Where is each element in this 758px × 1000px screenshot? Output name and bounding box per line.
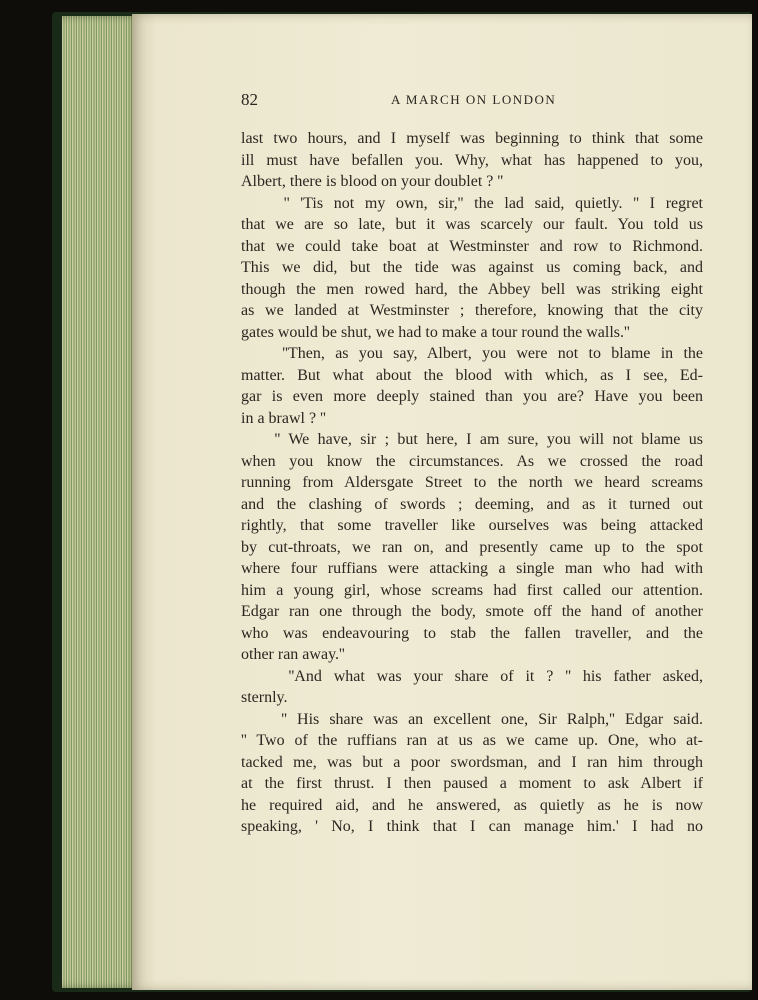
text-line: though the men rowed hard, the Abbey bell was striking eight — [241, 280, 703, 298]
text-line: sternly. — [241, 689, 288, 706]
text-line: rightly, that some traveller like ourselves was being attacked — [241, 517, 703, 534]
text-line: in a brawl ? '' — [241, 409, 326, 427]
text-line: that we could take boat at Westminster and row to Richmond. — [241, 237, 703, 255]
running-title: A MARCH ON LONDON — [391, 92, 557, 107]
text-line: ill must have befallen you. Why, what has happened to you, — [241, 151, 703, 169]
text-line: him a young girl, whose screams had first called our attention. — [241, 581, 703, 599]
text-line: tacked me, was but a poor swordsman, and I ran him through — [241, 753, 703, 771]
text-line: other ran away.'' — [241, 646, 345, 663]
text-line: running from Aldersgate Street to the north we heard screams — [241, 474, 703, 491]
text-line: when you know the circumstances. As we crossed the road — [241, 452, 703, 470]
text-line: matter. But what about the blood with which, as I see, Ed- — [241, 366, 703, 384]
text-line: that we are so late, but it was scarcely our fault. You told us — [241, 216, 703, 233]
page-edges — [62, 16, 140, 988]
text-line: he required aid, and he answered, as quietly as he is now — [241, 796, 703, 814]
page-number: 82 — [241, 90, 258, 109]
text-line: gar is even more deeply stained than you are? Have you been — [241, 388, 703, 405]
text-line: where four ruffians were attacking a single man who had with — [241, 560, 703, 577]
text-line: last two hours, and I myself was beginning to think that some — [241, 130, 703, 147]
text-line: Albert, there is blood on your doublet ? '' — [241, 173, 504, 190]
text-line: '' His share was an excellent one, Sir Ralph,'' Edgar said. — [241, 710, 703, 728]
text-line: gates would be shut, we had to make a tour round the walls.'' — [241, 323, 630, 341]
body-text — [241, 128, 703, 838]
text-line: as we landed at Westminster ; therefore, knowing that the city — [241, 302, 703, 319]
text-line: ''Then, as you say, Albert, you were not to blame in the — [241, 345, 703, 362]
text-line: speaking, ' No, I think that I can manage him.' I had no — [241, 818, 703, 835]
text-line: '' Two of the ruffians ran at us as we came up. One, who at- — [241, 732, 703, 749]
text-line: This we did, but the tide was against us coming back, and — [241, 259, 703, 276]
text-line: who was endeavouring to stab the fallen traveller, and the — [241, 624, 703, 642]
text-line: by cut-throats, we ran on, and presently came up to the spot — [241, 538, 703, 556]
text-line: '' 'Tis not my own, sir,'' the lad said, quietly. '' I regret — [241, 194, 703, 212]
text-line: '' We have, sir ; but here, I am sure, you will not blame us — [241, 431, 703, 448]
text-line: ''And what was your share of it ? '' his father asked, — [241, 667, 703, 685]
text-line: and the clashing of swords ; deeming, and as it turned out — [241, 495, 703, 513]
text-line: Edgar ran one through the body, smote off the hand of another — [241, 603, 703, 620]
running-head — [241, 90, 701, 112]
text-line: at the first thrust. I then paused a moment to ask Albert if — [241, 775, 703, 792]
